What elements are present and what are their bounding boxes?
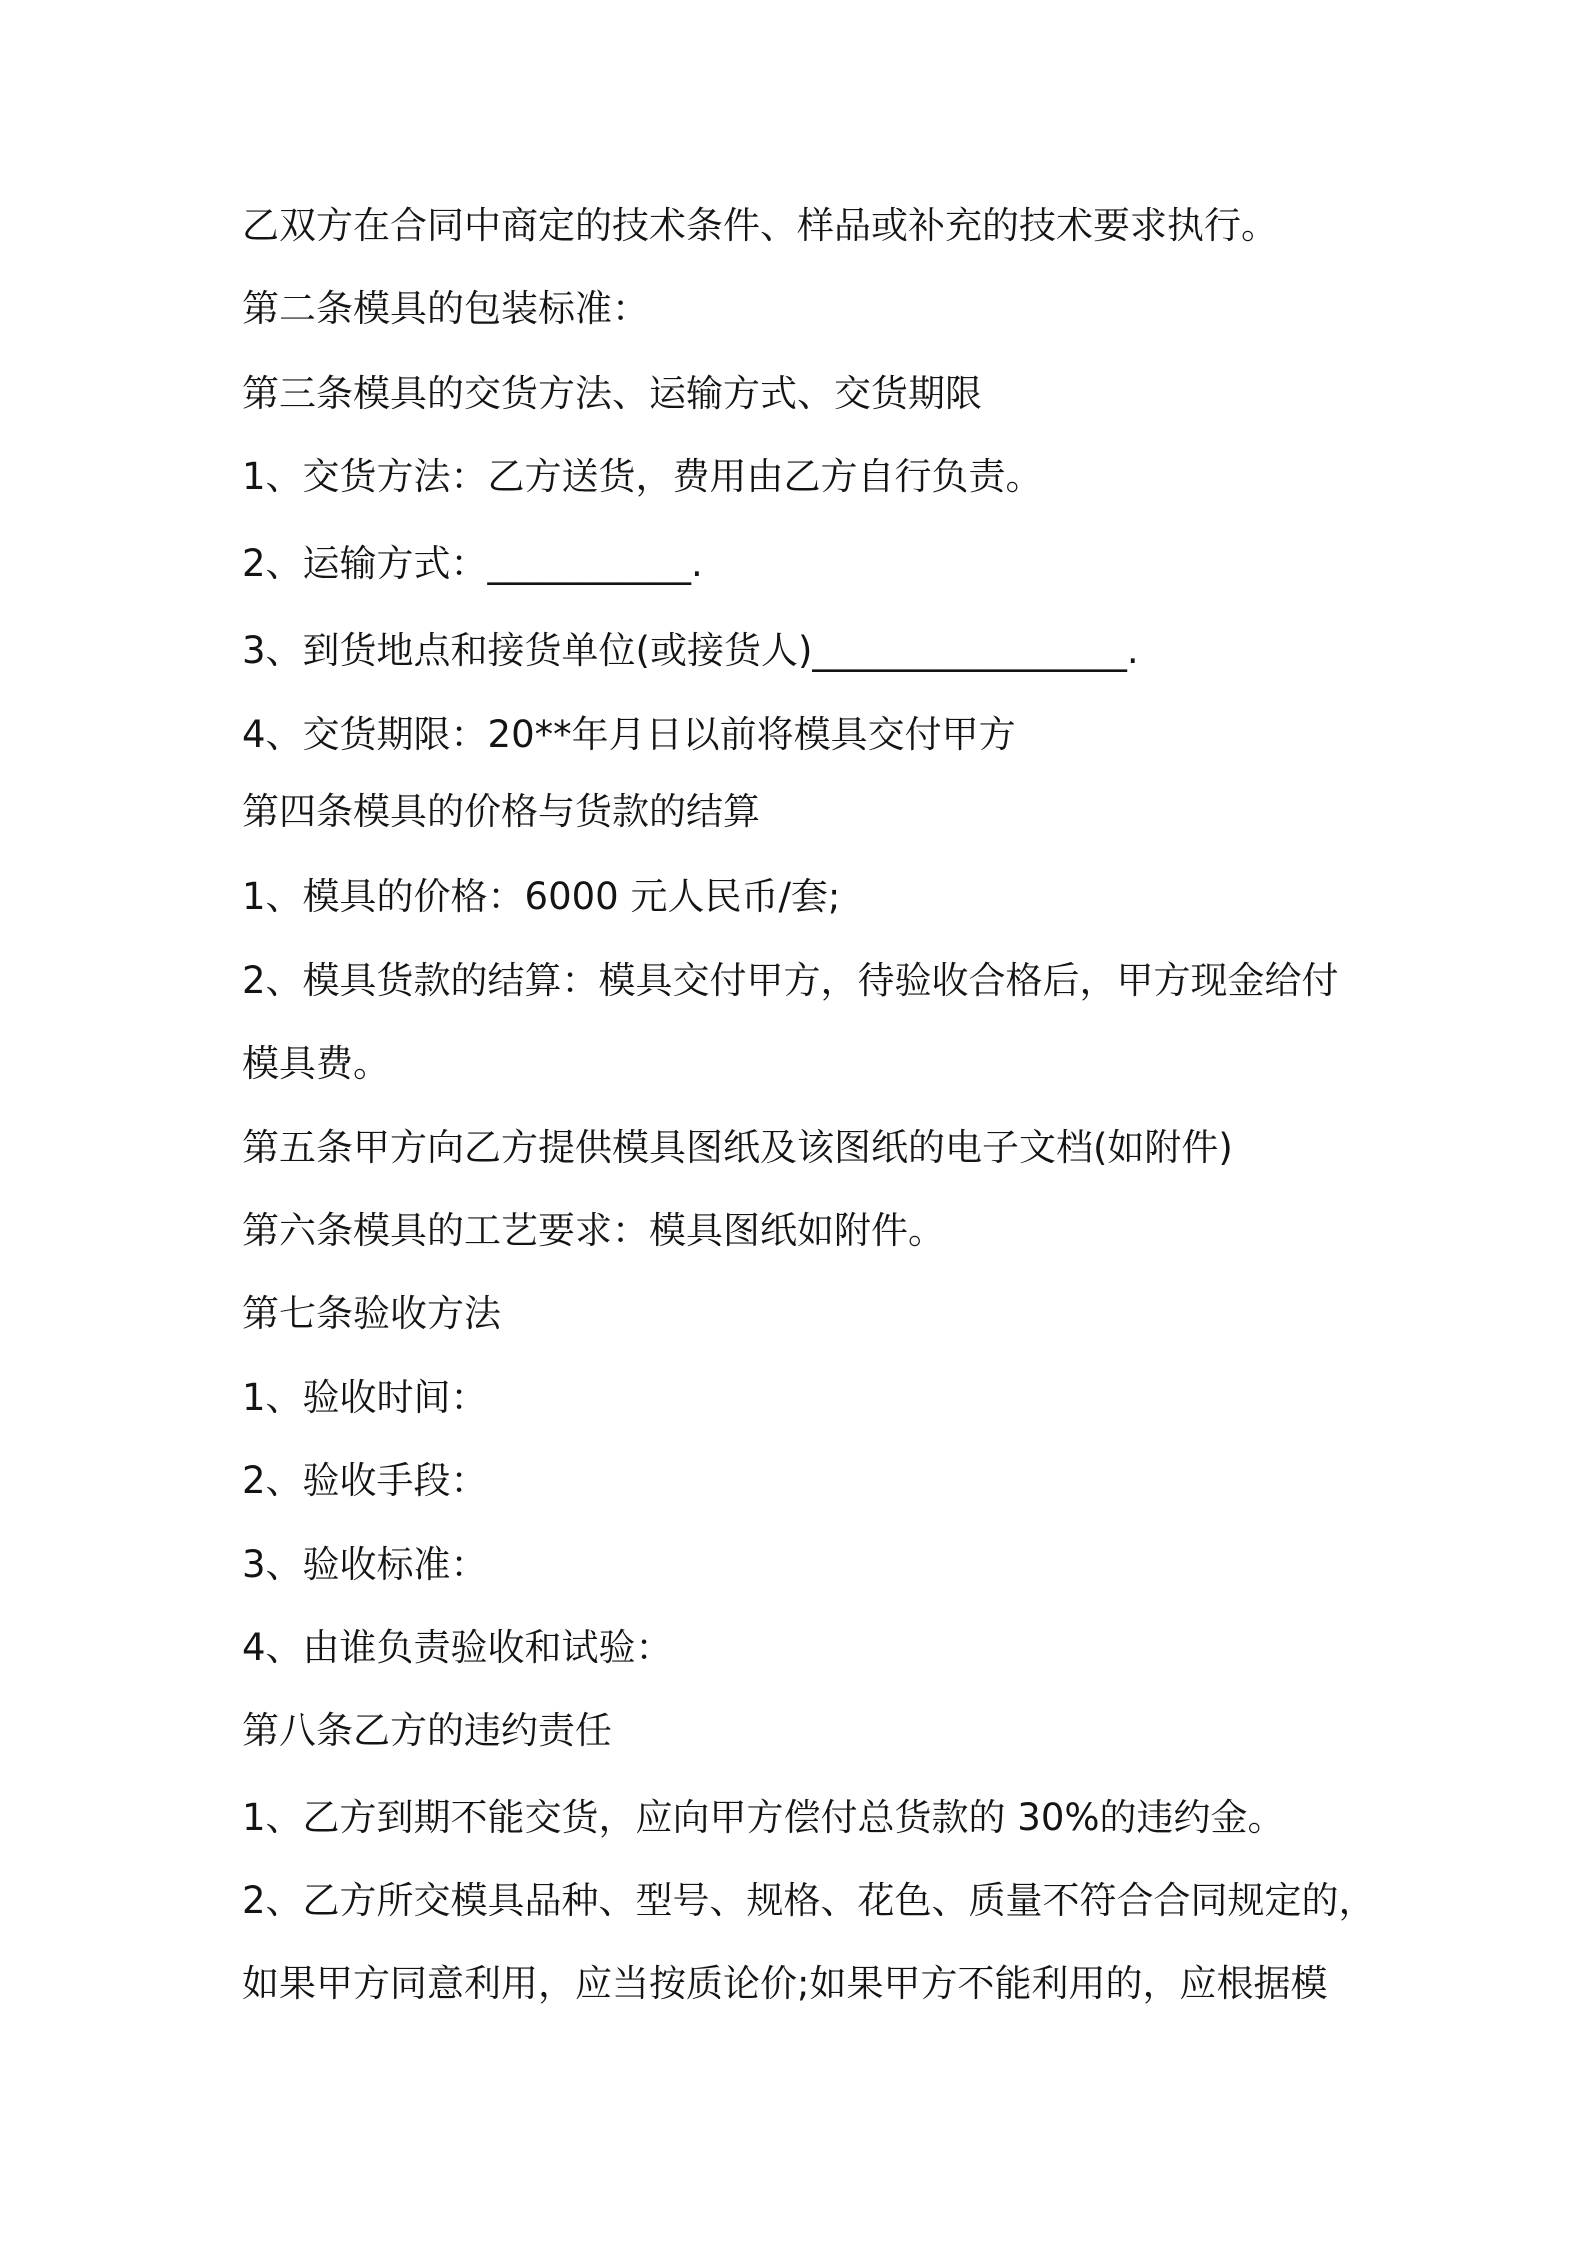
clause-4-item-1: 1、模具的价格：6000 元人民币/套;: [242, 875, 841, 918]
clause-6-heading: 第六条模具的工艺要求：模具图纸如附件。: [242, 1209, 945, 1252]
clause-7-item-3: 3、验收标准：: [242, 1543, 488, 1586]
clause-4-heading: 第四条模具的价格与货款的结算: [242, 790, 760, 833]
clause-3-item-1: 1、交货方法：乙方送货，费用由乙方自行负责。: [242, 455, 1043, 498]
clause-4-item-2-continuation: 模具费。: [242, 1042, 390, 1085]
clause-3-item-2: 2、运输方式：___________.: [242, 542, 703, 585]
clause-3-item-4: 4、交货期限：20**年月日以前将模具交付甲方: [242, 713, 1016, 756]
clause-7-item-1: 1、验收时间：: [242, 1376, 488, 1419]
clause-8-item-2: 2、乙方所交模具品种、型号、规格、花色、质量不符合合同规定的，: [242, 1879, 1376, 1922]
clause-5-heading: 第五条甲方向乙方提供模具图纸及该图纸的电子文档(如附件): [242, 1126, 1233, 1169]
clause-8-item-1: 1、乙方到期不能交货，应向甲方偿付总货款的 30%的违约金。: [242, 1796, 1285, 1839]
clause-8-item-2-continuation: 如果甲方同意利用，应当按质论价;如果甲方不能利用的，应根据模: [242, 1962, 1328, 2005]
clause-7-item-4: 4、由谁负责验收和试验：: [242, 1626, 673, 1669]
paragraph-continuation: 乙双方在合同中商定的技术条件、样品或补充的技术要求执行。: [242, 204, 1278, 247]
clause-4-item-2: 2、模具货款的结算：模具交付甲方，待验收合格后，甲方现金给付: [242, 959, 1339, 1002]
clause-7-heading: 第七条验收方法: [242, 1292, 501, 1335]
clause-3-heading: 第三条模具的交货方法、运输方式、交货期限: [242, 372, 982, 415]
clause-3-item-3: 3、到货地点和接货单位(或接货人)_________________.: [242, 629, 1139, 672]
clause-7-item-2: 2、验收手段：: [242, 1459, 488, 1502]
clause-8-heading: 第八条乙方的违约责任: [242, 1709, 612, 1752]
clause-2-heading: 第二条模具的包装标准：: [242, 287, 649, 330]
